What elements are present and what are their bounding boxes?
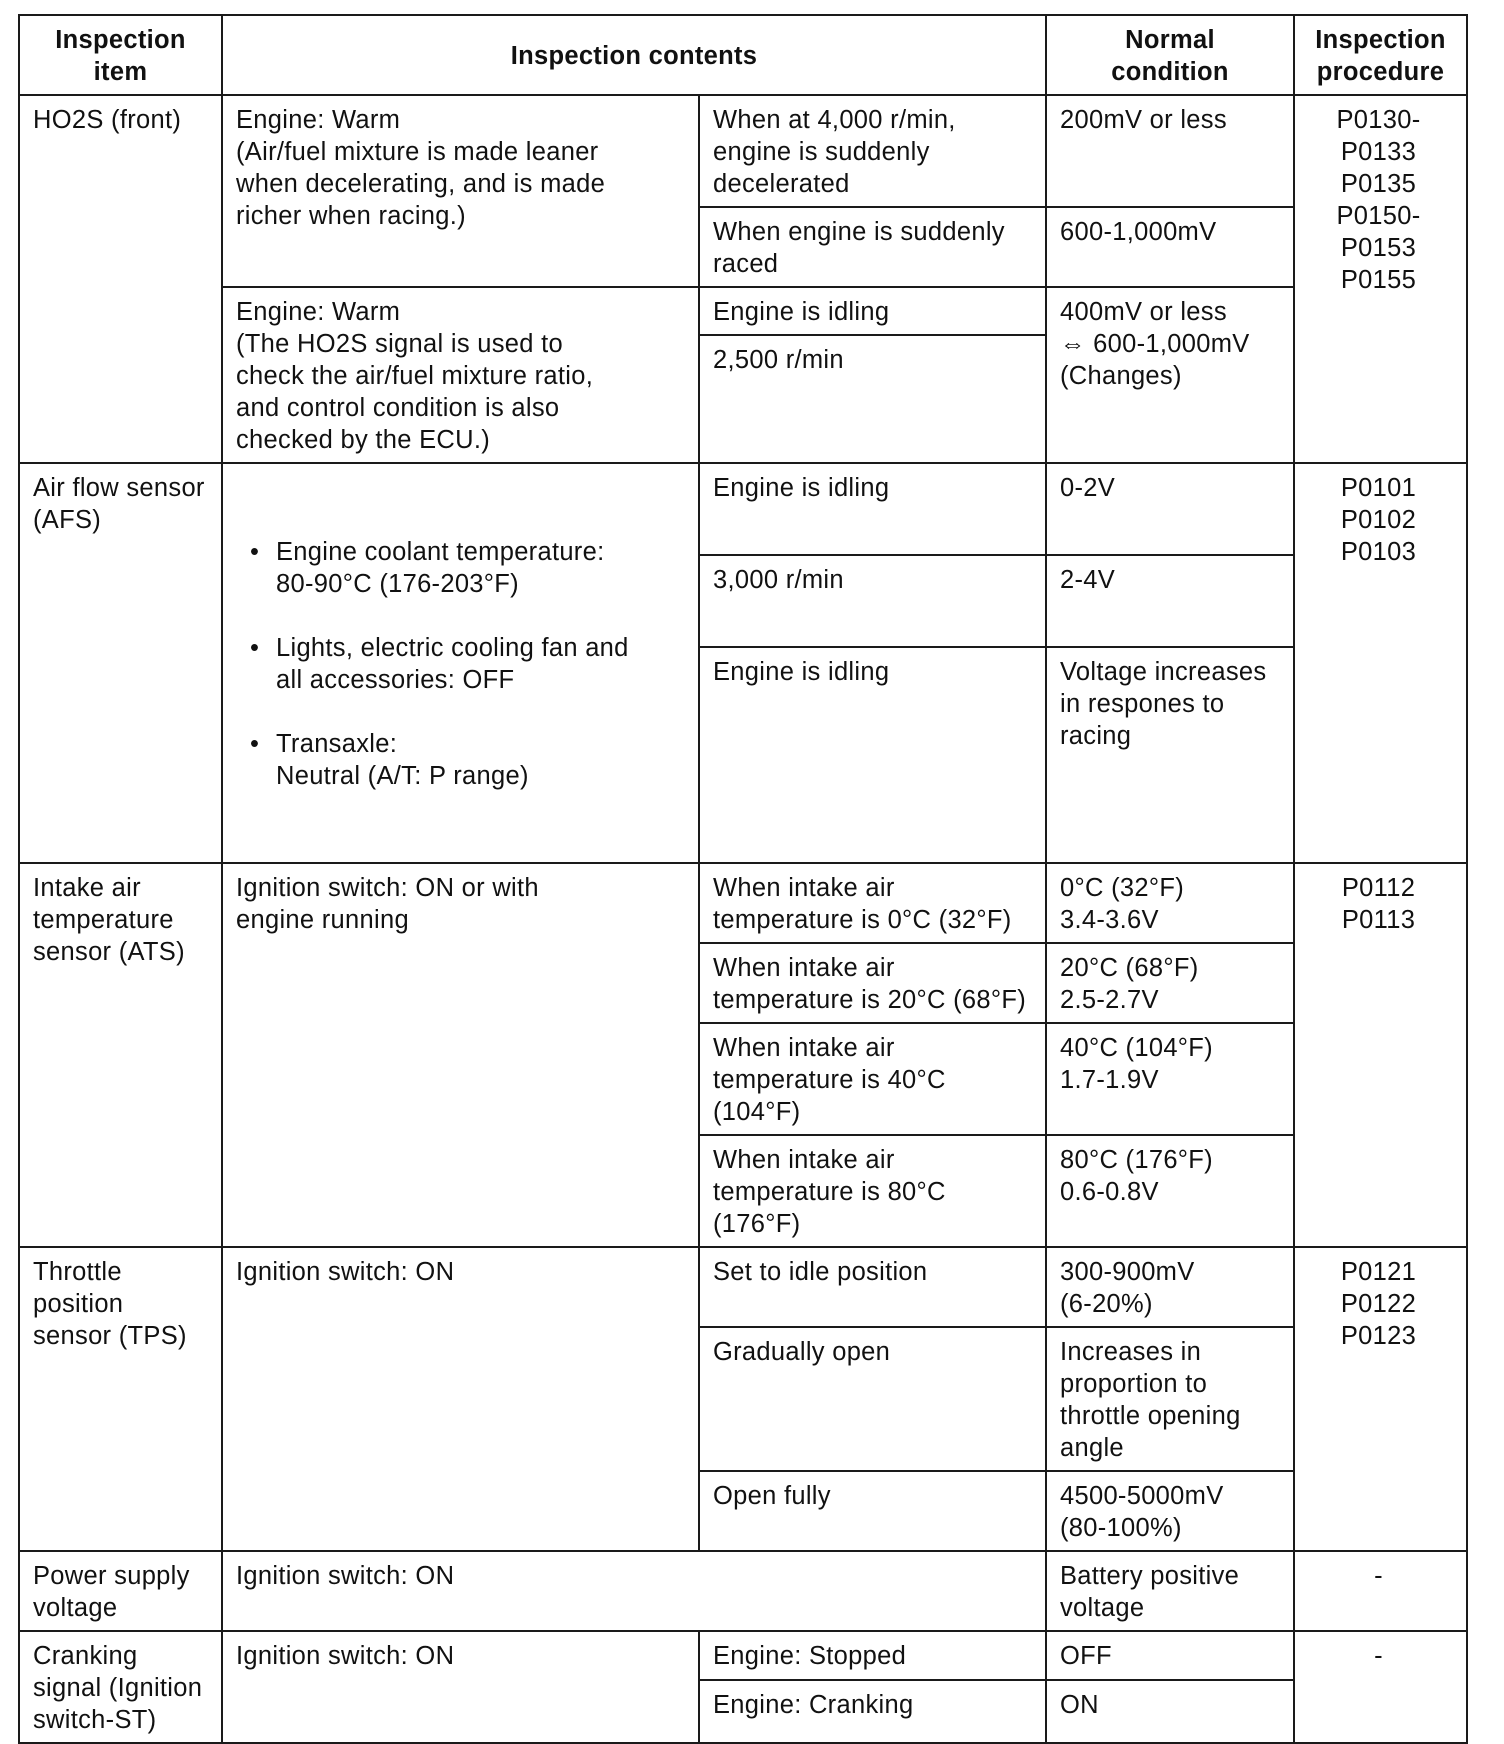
tps-normal-2: Increases in proportion to throttle opening angle <box>1046 1327 1294 1471</box>
tps-normal-3: 4500-5000mV (80-100%) <box>1046 1471 1294 1551</box>
ats-condition: Ignition switch: ON or with engine running <box>222 863 699 1247</box>
afs-condition-list <box>236 504 688 824</box>
ho2s-condition-2: Engine: Warm (The HO2S signal is used to check the air/fuel mixture ratio, and control condition is also checked by the ECU.) <box>222 287 699 463</box>
ho2s-normal-3: 400mV or less ⇔ 600-1,000mV (Changes) <box>1046 287 1294 463</box>
header-inspection-procedure: Inspection procedure <box>1294 15 1467 95</box>
table-row <box>19 95 1467 207</box>
item-power-supply: Power supply voltage <box>19 1551 222 1631</box>
ats-normal-2: 20°C (68°F) 2.5-2.7V <box>1046 943 1294 1023</box>
table-row <box>19 1551 1467 1631</box>
item-tps: Throttle position sensor (TPS) <box>19 1247 222 1551</box>
ats-procedure: P0112 P0113 <box>1294 863 1467 1247</box>
ho2s-sub-3: Engine is idling <box>699 287 1046 335</box>
item-ats: Intake air temperature sensor (ATS) <box>19 863 222 1247</box>
tps-sub-1: Set to idle position <box>699 1247 1046 1327</box>
tps-sub-2: Gradually open <box>699 1327 1046 1471</box>
table-row <box>19 287 1467 335</box>
list-item: • Transaxle: Neutral (A/T: P range) <box>276 728 688 792</box>
tps-procedure: P0121 P0122 P0123 <box>1294 1247 1467 1551</box>
inspection-table <box>18 14 1468 1744</box>
afs-normal-2: 2-4V <box>1046 555 1294 647</box>
item-ho2s: HO2S (front) <box>19 95 222 463</box>
tps-sub-3: Open fully <box>699 1471 1046 1551</box>
power-normal: Battery positive voltage <box>1046 1551 1294 1631</box>
ats-normal-1: 0°C (32°F) 3.4-3.6V <box>1046 863 1294 943</box>
ats-sub-4: When intake air temperature is 80°C (176°F) <box>699 1135 1046 1247</box>
header-row <box>19 15 1467 95</box>
ho2s-normal-1: 200mV or less <box>1046 95 1294 207</box>
afs-conditions <box>222 463 699 863</box>
ats-sub-3: When intake air temperature is 40°C (104°F) <box>699 1023 1046 1135</box>
crank-sub-2: Engine: Cranking <box>699 1680 1046 1743</box>
power-procedure: - <box>1294 1551 1467 1631</box>
list-item: • Engine coolant temperature: 80-90°C (176-203°F) <box>276 536 688 600</box>
table-row <box>19 463 1467 555</box>
ats-normal-3: 40°C (104°F) 1.7-1.9V <box>1046 1023 1294 1135</box>
crank-procedure: - <box>1294 1631 1467 1743</box>
header-inspection-item: Inspection item <box>19 15 222 95</box>
afs-sub-1: Engine is idling <box>699 463 1046 555</box>
item-cranking-signal: Cranking signal (Ignition switch-ST) <box>19 1631 222 1743</box>
tps-condition: Ignition switch: ON <box>222 1247 699 1551</box>
ho2s-condition-1: Engine: Warm (Air/fuel mixture is made leaner when decelerating, and is made richer when racing.) <box>222 95 699 287</box>
header-inspection-contents: Inspection contents <box>222 15 1046 95</box>
ats-normal-4: 80°C (176°F) 0.6-0.8V <box>1046 1135 1294 1247</box>
ho2s-procedure: P0130- P0133 P0135 P0150- P0153 P0155 <box>1294 95 1467 463</box>
table-row <box>19 1631 1467 1680</box>
crank-condition: Ignition switch: ON <box>222 1631 699 1743</box>
ho2s-sub-4: 2,500 r/min <box>699 335 1046 463</box>
header-normal-condition: Normal condition <box>1046 15 1294 95</box>
ho2s-sub-2: When engine is suddenly raced <box>699 207 1046 287</box>
item-afs: Air flow sensor (AFS) <box>19 463 222 863</box>
power-condition: Ignition switch: ON <box>222 1551 1046 1631</box>
crank-normal-2: ON <box>1046 1680 1294 1743</box>
ho2s-normal-2: 600-1,000mV <box>1046 207 1294 287</box>
table-row <box>19 1247 1467 1327</box>
afs-sub-2: 3,000 r/min <box>699 555 1046 647</box>
tps-normal-1: 300-900mV (6-20%) <box>1046 1247 1294 1327</box>
ats-sub-2: When intake air temperature is 20°C (68°F) <box>699 943 1046 1023</box>
crank-normal-1: OFF <box>1046 1631 1294 1680</box>
afs-normal-1: 0-2V <box>1046 463 1294 555</box>
afs-sub-3: Engine is idling <box>699 647 1046 863</box>
afs-procedure: P0101 P0102 P0103 <box>1294 463 1467 863</box>
ho2s-sub-1: When at 4,000 r/min, engine is suddenly decelerated <box>699 95 1046 207</box>
list-item: • Lights, electric cooling fan and all accessories: OFF <box>276 632 688 696</box>
crank-sub-1: Engine: Stopped <box>699 1631 1046 1680</box>
table-row <box>19 863 1467 943</box>
ats-sub-1: When intake air temperature is 0°C (32°F) <box>699 863 1046 943</box>
afs-normal-3: Voltage increases in respones to racing <box>1046 647 1294 863</box>
